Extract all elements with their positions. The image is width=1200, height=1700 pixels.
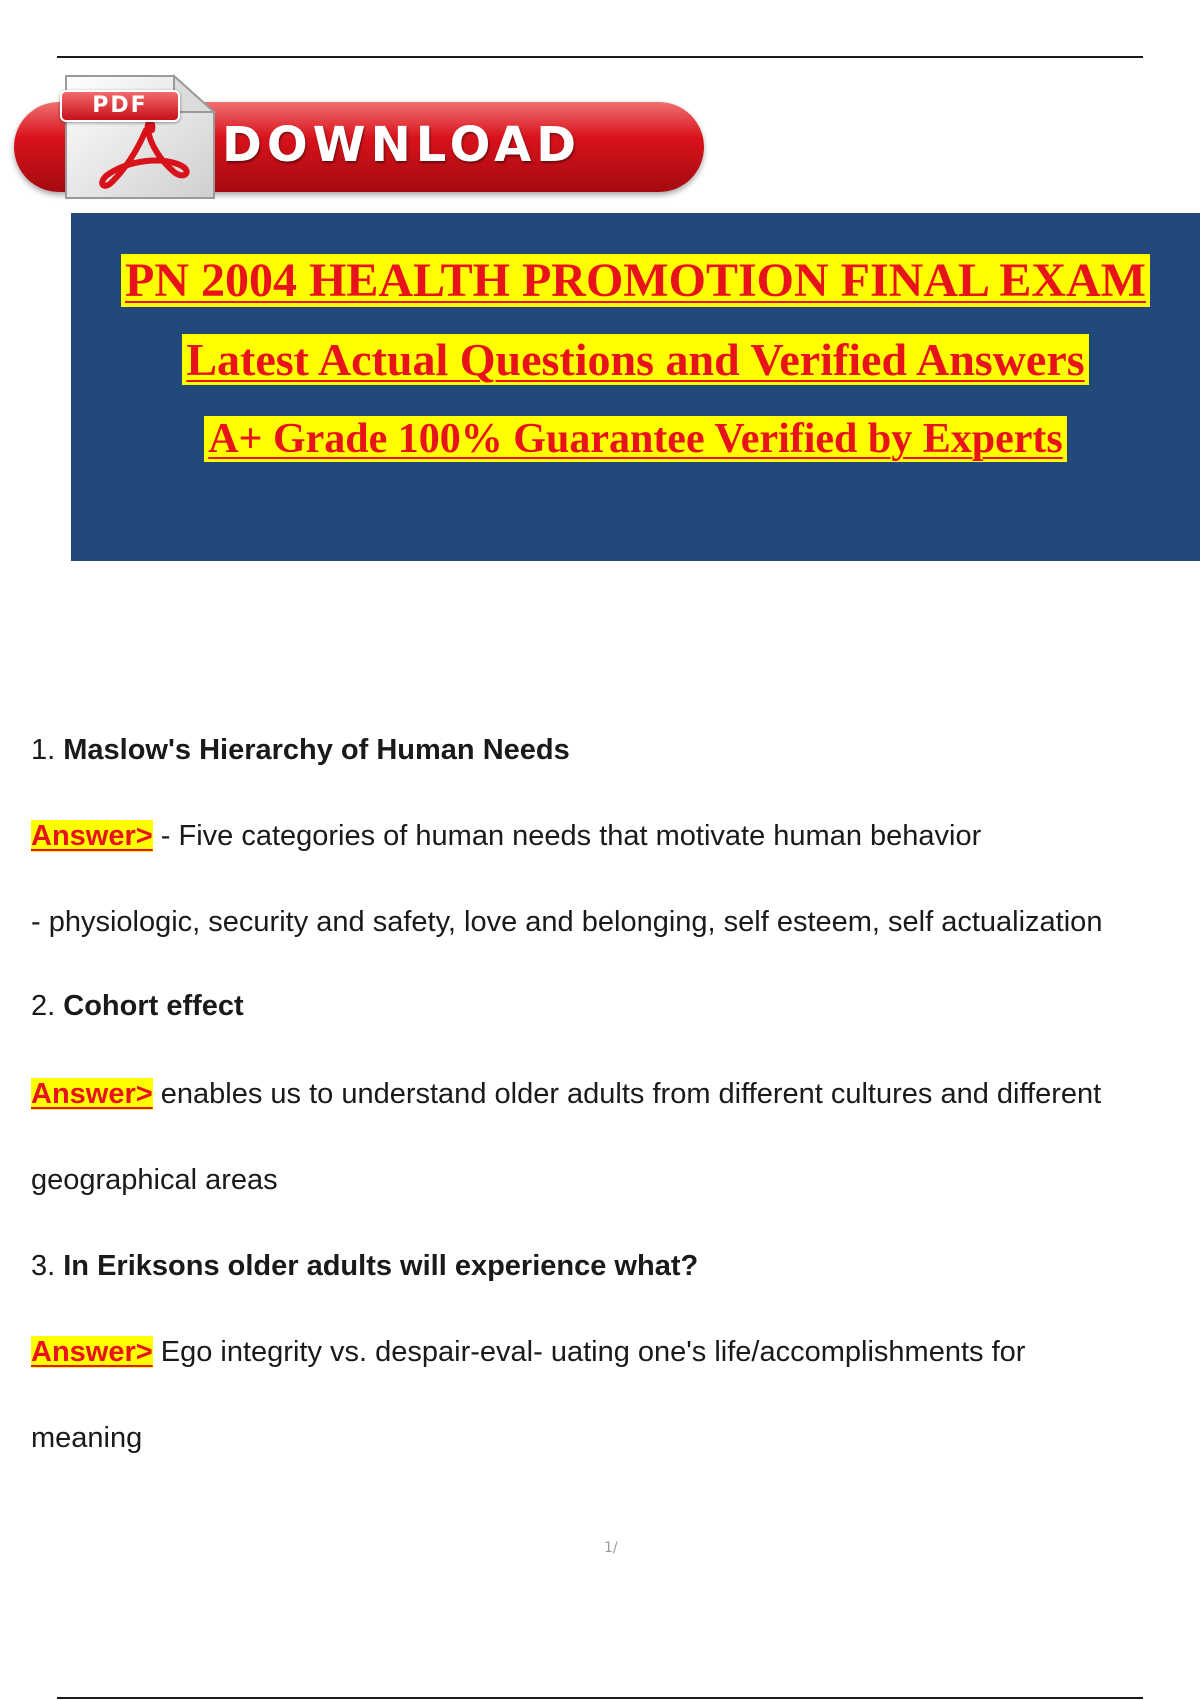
question-2 — [31, 988, 244, 1024]
answer-3-line-1 — [31, 1334, 1025, 1370]
answer-text: Ego integrity vs. despair-eval- uating one's life/accomplishments for — [152, 1336, 1026, 1368]
answer-2-line-2 — [31, 1162, 278, 1198]
question-1 — [31, 732, 570, 768]
answer-1-line-2 — [31, 904, 1102, 940]
answer-2-line-1 — [31, 1076, 1101, 1112]
question-text: Maslow's Hierarchy of Human Needs — [63, 734, 570, 766]
question-number: 3. — [31, 1250, 56, 1282]
title-line-1 — [71, 253, 1200, 308]
answer-label: Answer> — [31, 820, 153, 852]
answer-3-line-2 — [31, 1420, 142, 1456]
question-text: Cohort effect — [63, 990, 244, 1022]
download-banner[interactable] — [14, 70, 704, 205]
answer-1-line-1 — [31, 818, 981, 854]
answer-text: - physiologic, security and safety, love and belonging, self esteem, self actualization — [31, 906, 1103, 938]
page-number: 1/ — [604, 1540, 618, 1556]
answer-text: enables us to understand older adults from different cultures and different — [152, 1078, 1102, 1110]
title-box — [71, 213, 1200, 561]
download-label: DOWNLOAD — [222, 117, 582, 173]
title-line-3-text: A+ Grade 100% Guarantee Verified by Experts — [204, 416, 1067, 462]
question-number: 2. — [31, 990, 56, 1022]
top-rule — [57, 56, 1143, 58]
answer-text: - Five categories of human needs that motivate human behavior — [152, 820, 982, 852]
answer-text: geographical areas — [31, 1164, 278, 1196]
answer-label: Answer> — [31, 1336, 153, 1368]
title-line-1-text: PN 2004 HEALTH PROMOTION FINAL EXAM — [121, 254, 1150, 307]
question-number: 1. — [31, 734, 56, 766]
answer-text: meaning — [31, 1422, 143, 1454]
question-3 — [31, 1248, 698, 1284]
title-line-3 — [71, 415, 1200, 463]
pdf-file-icon — [46, 72, 221, 202]
pdf-tag: PDF — [60, 90, 180, 122]
answer-label: Answer> — [31, 1078, 153, 1110]
bottom-rule — [57, 1697, 1143, 1699]
question-text: In Eriksons older adults will experience what? — [63, 1250, 699, 1282]
title-line-2 — [71, 333, 1200, 386]
title-line-2-text: Latest Actual Questions and Verified Answers — [182, 334, 1088, 385]
